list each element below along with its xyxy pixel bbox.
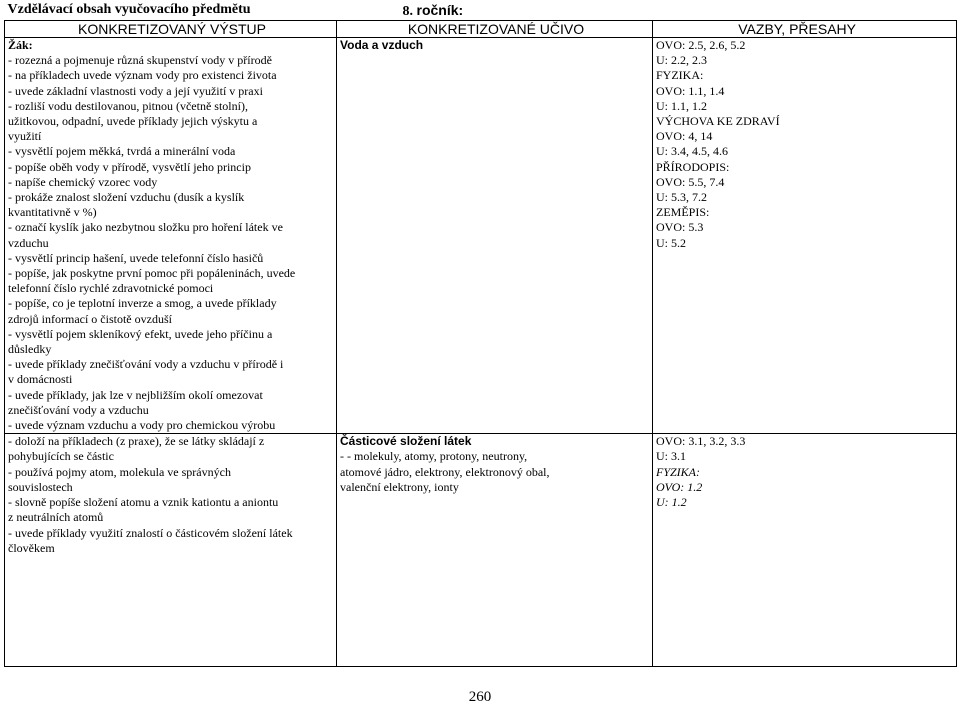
- output-line: - uvede základní vlastnosti vody a její využití v praxi: [8, 83, 263, 98]
- output-line: znečišťování vody a vzduchu: [8, 402, 149, 417]
- output-line: - vysvětlí princip hašení, uvede telefonní číslo hasičů: [8, 250, 264, 265]
- link-reference: U: 5.3, 7.2: [656, 190, 707, 205]
- links-cell: [653, 434, 957, 667]
- subject-title: Vzdělávací obsah vyučovacího předmětu: [7, 2, 251, 17]
- link-reference: U: 3.1: [656, 449, 686, 464]
- link-reference: OVO: 2.5, 2.6, 5.2: [656, 38, 746, 52]
- page-number: 260: [468, 689, 492, 705]
- content-line: - - molekuly, atomy, protony, neutrony,: [340, 449, 528, 464]
- content-cell: [337, 38, 653, 434]
- output-line: - rozezná a pojmenuje různá skupenství vody v přírodě: [8, 53, 272, 68]
- title-spacer: [653, 2, 957, 21]
- output-line: - používá pojmy atom, molekula ve správných: [8, 464, 231, 479]
- table-row: [5, 38, 957, 434]
- output-line: - rozliší vodu destilovanou, pitnou (včetně stolní),: [8, 98, 248, 113]
- output-line: pohybujících se částic: [8, 449, 114, 464]
- curriculum-table: [4, 2, 957, 667]
- link-reference: U: 5.2: [656, 235, 686, 250]
- output-line: - uvede příklady znečišťování vody a vzduchu v přírodě i: [8, 357, 284, 372]
- links-cell: [653, 38, 957, 434]
- output-line: - napíše chemický vzorec vody: [8, 174, 158, 189]
- link-reference: OVO: 1.2: [656, 479, 703, 494]
- output-line: důsledky: [8, 342, 52, 357]
- content-line: atomové jádro, elektrony, elektronový obal,: [340, 464, 550, 479]
- link-reference: FYZIKA:: [656, 68, 704, 83]
- link-reference: U: 3.4, 4.5, 4.6: [656, 144, 728, 159]
- link-reference: ZEMĚPIS:: [656, 205, 710, 220]
- output-line: - popíše, co je teplotní inverze a smog, a uvede příklady: [8, 296, 277, 311]
- link-reference: OVO: 3.1, 3.2, 3.3: [656, 434, 746, 449]
- content-cell: [337, 434, 653, 667]
- output-lines: [8, 53, 336, 433]
- output-line: - popíše, jak poskytne první pomoc při popáleninách, uvede: [8, 266, 296, 281]
- grade-word: ročník:: [416, 2, 464, 18]
- output-line: v domácnosti: [8, 372, 73, 387]
- link-reference: OVO: 5.3: [656, 220, 704, 235]
- column-header-output: KONKRETIZOVANÝ VÝSTUP: [5, 21, 337, 38]
- link-reference: U: 1.1, 1.2: [656, 98, 707, 113]
- output-line: člověkem: [8, 540, 55, 555]
- link-reference: U: 2.2, 2.3: [656, 53, 707, 68]
- link-reference: OVO: 4, 14: [656, 129, 713, 144]
- output-line: - označí kyslík jako nezbytnou složku pro hoření látek ve: [8, 220, 283, 235]
- output-line: z neutrálních atomů: [8, 510, 104, 525]
- link-reference: OVO: 5.5, 7.4: [656, 174, 725, 189]
- output-line: - uvede příklady, jak lze v nejbližším okolí omezovat: [8, 387, 263, 402]
- output-lines: [8, 434, 336, 556]
- link-lines: [656, 434, 956, 510]
- column-header-content: KONKRETIZOVANÉ UČIVO: [337, 21, 653, 38]
- output-line: - na příkladech uvede význam vody pro existenci života: [8, 68, 277, 83]
- column-header-links: VAZBY, PŘESAHY: [653, 21, 957, 38]
- output-line: užitkovou, odpadní, uvede příklady jejich výskytu a: [8, 114, 258, 129]
- grade-number: 8.: [402, 4, 417, 19]
- grade-title: [337, 2, 653, 21]
- table-row: [5, 434, 957, 667]
- output-line: využití: [8, 129, 42, 144]
- output-line: zdrojů informací o čistotě ovzduší: [8, 311, 172, 326]
- topic-title: Voda a vzduch: [340, 38, 424, 52]
- output-lead: Žák:: [8, 38, 33, 52]
- output-cell: [5, 434, 337, 667]
- link-reference: FYZIKA:: [656, 464, 701, 479]
- output-line: - vysvětlí pojem měkká, tvrdá a minerální voda: [8, 144, 236, 159]
- output-line: kvantitativně v %): [8, 205, 97, 220]
- content-line: valenční elektrony, ionty: [340, 479, 459, 494]
- link-reference: VÝCHOVA KE ZDRAVÍ: [656, 114, 780, 129]
- output-line: - prokáže znalost složení vzduchu (dusík a kyslík: [8, 190, 245, 205]
- output-line: - doloží na příkladech (z praxe), že se látky skládají z: [8, 434, 265, 449]
- output-line: - slovně popíše složení atomu a vznik kationtu a aniontu: [8, 495, 279, 510]
- link-lines: [656, 38, 956, 251]
- link-reference: PŘÍRODOPIS:: [656, 159, 730, 174]
- output-line: vzduchu: [8, 235, 49, 250]
- output-line: - popíše oběh vody v přírodě, vysvětlí jeho princip: [8, 159, 251, 174]
- link-reference: OVO: 1.1, 1.4: [656, 83, 725, 98]
- output-line: souvislostech: [8, 479, 73, 494]
- output-line: - uvede význam vzduchu a vody pro chemickou výrobu: [8, 418, 276, 433]
- title-row: [5, 2, 957, 21]
- column-header-row: [5, 21, 957, 38]
- output-line: - uvede příklady využití znalostí o částicovém složení látek: [8, 525, 293, 540]
- content-lines: [340, 449, 652, 495]
- output-cell: [5, 38, 337, 434]
- output-line: - vysvětlí pojem skleníkový efekt, uvede jeho příčinu a: [8, 326, 273, 341]
- output-line: telefonní číslo rychlé zdravotnické pomoci: [8, 281, 214, 296]
- topic-title: Částicové složení látek: [340, 434, 472, 449]
- link-reference: U: 1.2: [656, 495, 687, 510]
